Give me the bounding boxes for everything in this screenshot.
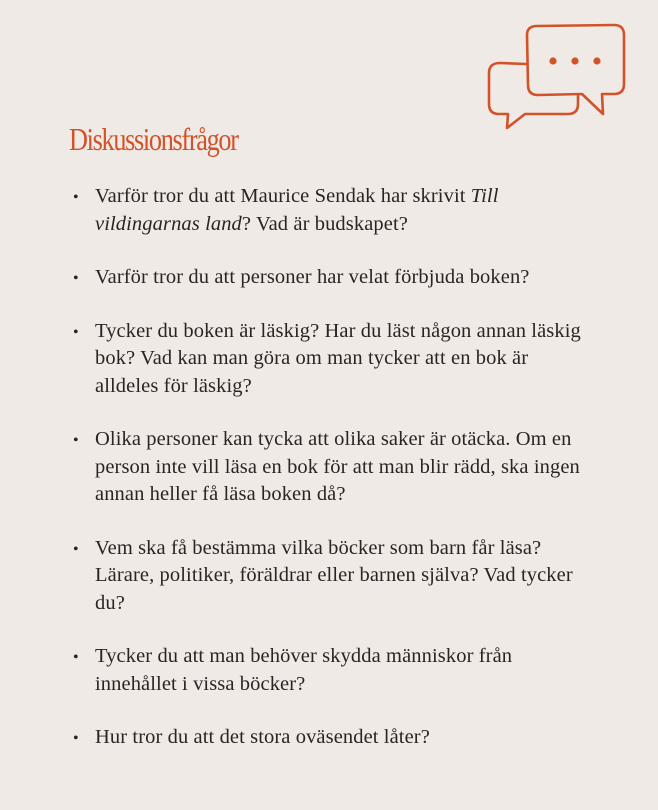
bullet: • <box>73 432 79 449</box>
list-item <box>73 264 585 292</box>
dot <box>549 57 556 64</box>
list-item <box>73 643 585 698</box>
list-item <box>73 426 585 509</box>
question-text: Varför tror du att Maurice Sendak har skrivit Till vildingarnas land? Vad är budskapet? <box>95 185 499 235</box>
dot <box>593 57 600 64</box>
bullet: • <box>73 540 79 558</box>
bullet: • <box>73 649 79 666</box>
bullet: • <box>73 323 79 341</box>
list-item <box>73 318 585 401</box>
question-text: Olika personer kan tycka att olika saker är otäcka. Om en person inte vill läsa en bok för att man blir rädd, ska ingen annan heller få läsa boken då? <box>95 428 580 505</box>
bullet: • <box>73 270 79 287</box>
bullet: • <box>73 189 79 206</box>
page-title: Diskussionsfrågor <box>69 121 238 157</box>
question-text: Varför tror du att personer har velat förbjuda boken? <box>95 266 530 288</box>
list-item <box>73 535 585 618</box>
question-text: Vem ska få bestämma vilka böcker som barn får läsa? Lärare, politiker, föräldrar eller barnen själva? Vad tycker du? <box>95 536 573 614</box>
dot <box>571 57 578 64</box>
question-list <box>73 183 585 778</box>
question-text: Tycker du att man behöver skydda människor från innehållet i vissa böcker? <box>95 645 513 695</box>
list-item <box>73 724 585 752</box>
list-item <box>73 183 585 238</box>
front-bubble <box>527 25 624 114</box>
bullet: • <box>73 730 79 747</box>
question-text: Tycker du boken är läskig? Har du läst någon annan läskig bok? Vad kan man göra om man tycker att en bok är alldeles för läskig? <box>95 319 581 397</box>
book-title: Till vildingarnas land <box>95 185 499 235</box>
question-text: Hur tror du att det stora oväsendet låter? <box>95 726 430 748</box>
chat-bubbles-icon <box>486 22 628 130</box>
